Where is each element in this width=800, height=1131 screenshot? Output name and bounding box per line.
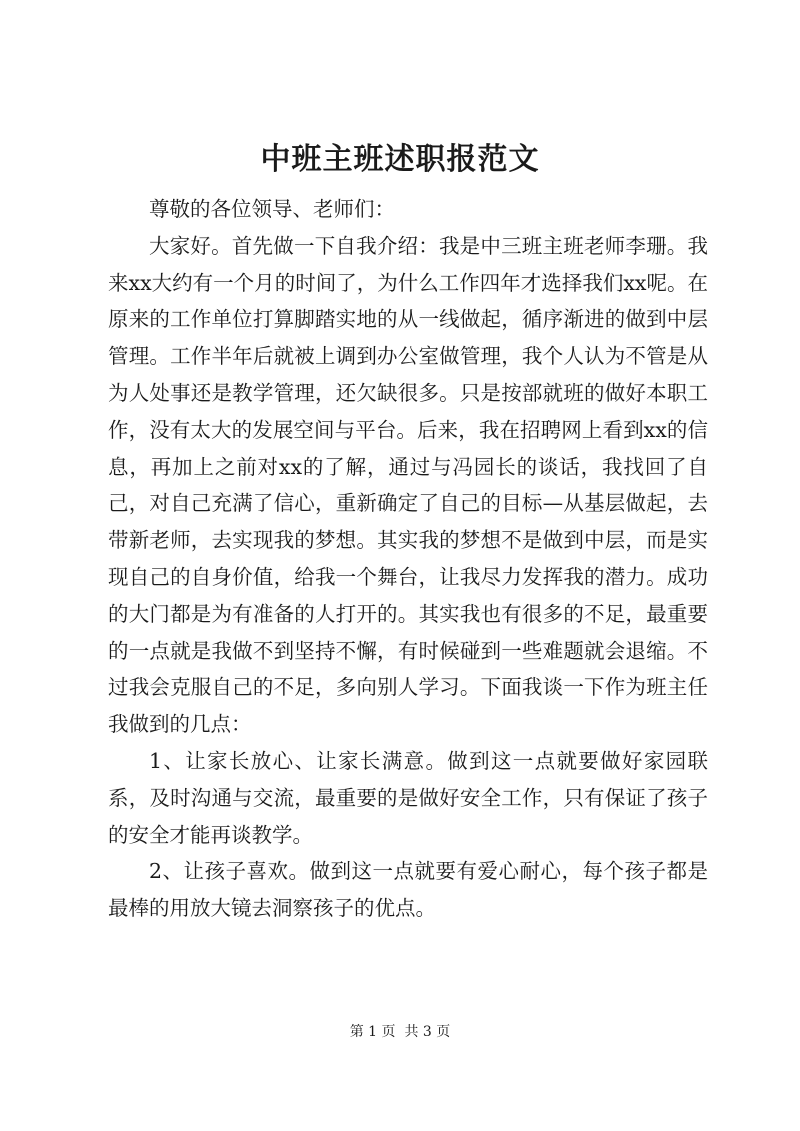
salutation-paragraph: 尊敬的各位领导、老师们： xyxy=(149,197,395,221)
document-title: 中班主班述职报范文 xyxy=(260,142,540,177)
document-body xyxy=(108,191,708,927)
point-one-paragraph: 1、让家长放心、让家长满意。做到这一点就要做好家园联系，及时沟通与交流，最重要的是做好安全工作，只有保证了孩子的安全才能再谈教学。 xyxy=(108,748,708,847)
point-two-paragraph: 2、让孩子喜欢。做到这一点就要有爱心耐心，每个孩子都是最棒的用放大镜去洞察孩子的优点。 xyxy=(108,859,708,921)
intro-paragraph: 大家好。首先做一下自我介绍：我是中三班主班老师李珊。我来xx大约有一个月的时间了，为什么工作四年才选择我们xx呢。在原来的工作单位打算脚踏实地的从一线做起，循序渐进的做到中层管理。工作半年后就被上调到办公室做管理，我个人认为不管是从为人处事还是教学管理，还欠缺很多。只是按部就班的做好本职工作，没有太大的发展空间与平台。后来，我在招聘网上看到xx的信息，再加上之前对xx的了解，通过与冯园长的谈话，我找回了自己，对自己充满了信心，重新确定了自己的目标—从基层做起，去带新老师，去实现我的梦想。其实我的梦想不是做到中层，而是实现自己的自身价值，给我一个舞台，让我尽力发挥我的潜力。成功的大门都是为有准备的人打开的。其实我也有很多的不足，最重要的一点就是我做不到坚持不懈，有时候碰到一些难题就会退缩。不过我会克服自己的不足，多向别人学习。下面我谈一下作为班主任我做到的几点： xyxy=(108,233,708,737)
page-number-label: 第 1 页 共 3 页 xyxy=(349,1024,451,1040)
page-footer xyxy=(0,1022,800,1042)
